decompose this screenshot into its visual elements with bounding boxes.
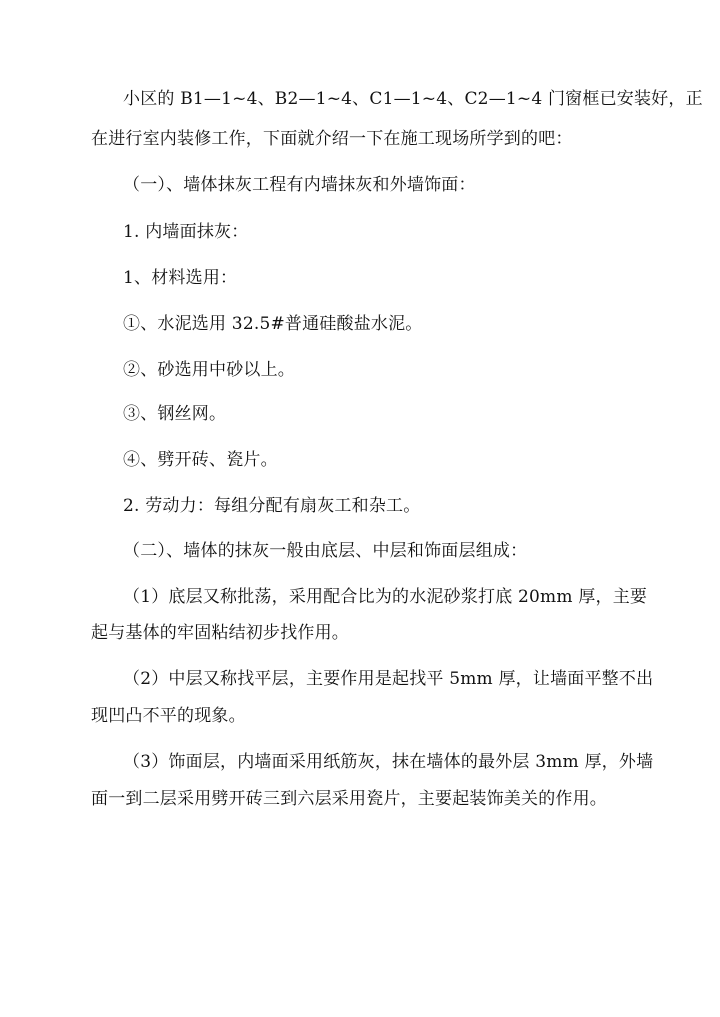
base-layer-line-1: （1）底层又称批荡，采用配合比为的水泥砂浆打底 20mm 厚，主要	[123, 587, 648, 607]
section-heading-1: （一）、墙体抹灰工程有内墙抹灰和外墙饰面：	[123, 175, 476, 195]
paragraph-1-line-1: 小区的 B1—1~4、B2—1~4、C1—1~4、C2—1~4 门窗框已安装好，正	[123, 89, 703, 109]
middle-layer-line-2: 现凹凸不平的现象。	[91, 706, 246, 726]
paragraph-1-line-2: 在进行室内装修工作，下面就介绍一下在施工现场所学到的吧：	[91, 129, 573, 149]
materials-heading: 1、材料选用：	[123, 268, 238, 288]
middle-layer-line-1: （2）中层又称找平层，主要作用是起找平 5mm 厚，让墙面平整不出	[123, 669, 654, 689]
subheading-inner-wall: 1. 内墙面抹灰：	[123, 222, 249, 242]
finish-layer-line-1: （3）饰面层，内墙面采用纸筋灰，抹在墙体的最外层 3mm 厚，外墙	[123, 752, 654, 772]
base-layer-line-2: 起与基体的牢固粘结初步找作用。	[91, 623, 349, 643]
section-heading-2: （二）、墙体的抹灰一般由底层、中层和饰面层组成：	[123, 541, 528, 561]
material-item-cement: ①、水泥选用 32.5#普通硅酸盐水泥。	[123, 314, 423, 334]
material-item-tiles: ④、劈开砖、瓷片。	[123, 450, 278, 470]
finish-layer-line-2: 面一到二层采用劈开砖三到六层采用瓷片，主要起装饰美关的作用。	[91, 789, 607, 809]
material-item-steel-mesh: ③、钢丝网。	[123, 404, 227, 424]
labor-paragraph: 2. 劳动力：每组分配有扇灰工和杂工。	[123, 496, 421, 516]
material-item-sand: ②、砂选用中砂以上。	[123, 360, 295, 380]
